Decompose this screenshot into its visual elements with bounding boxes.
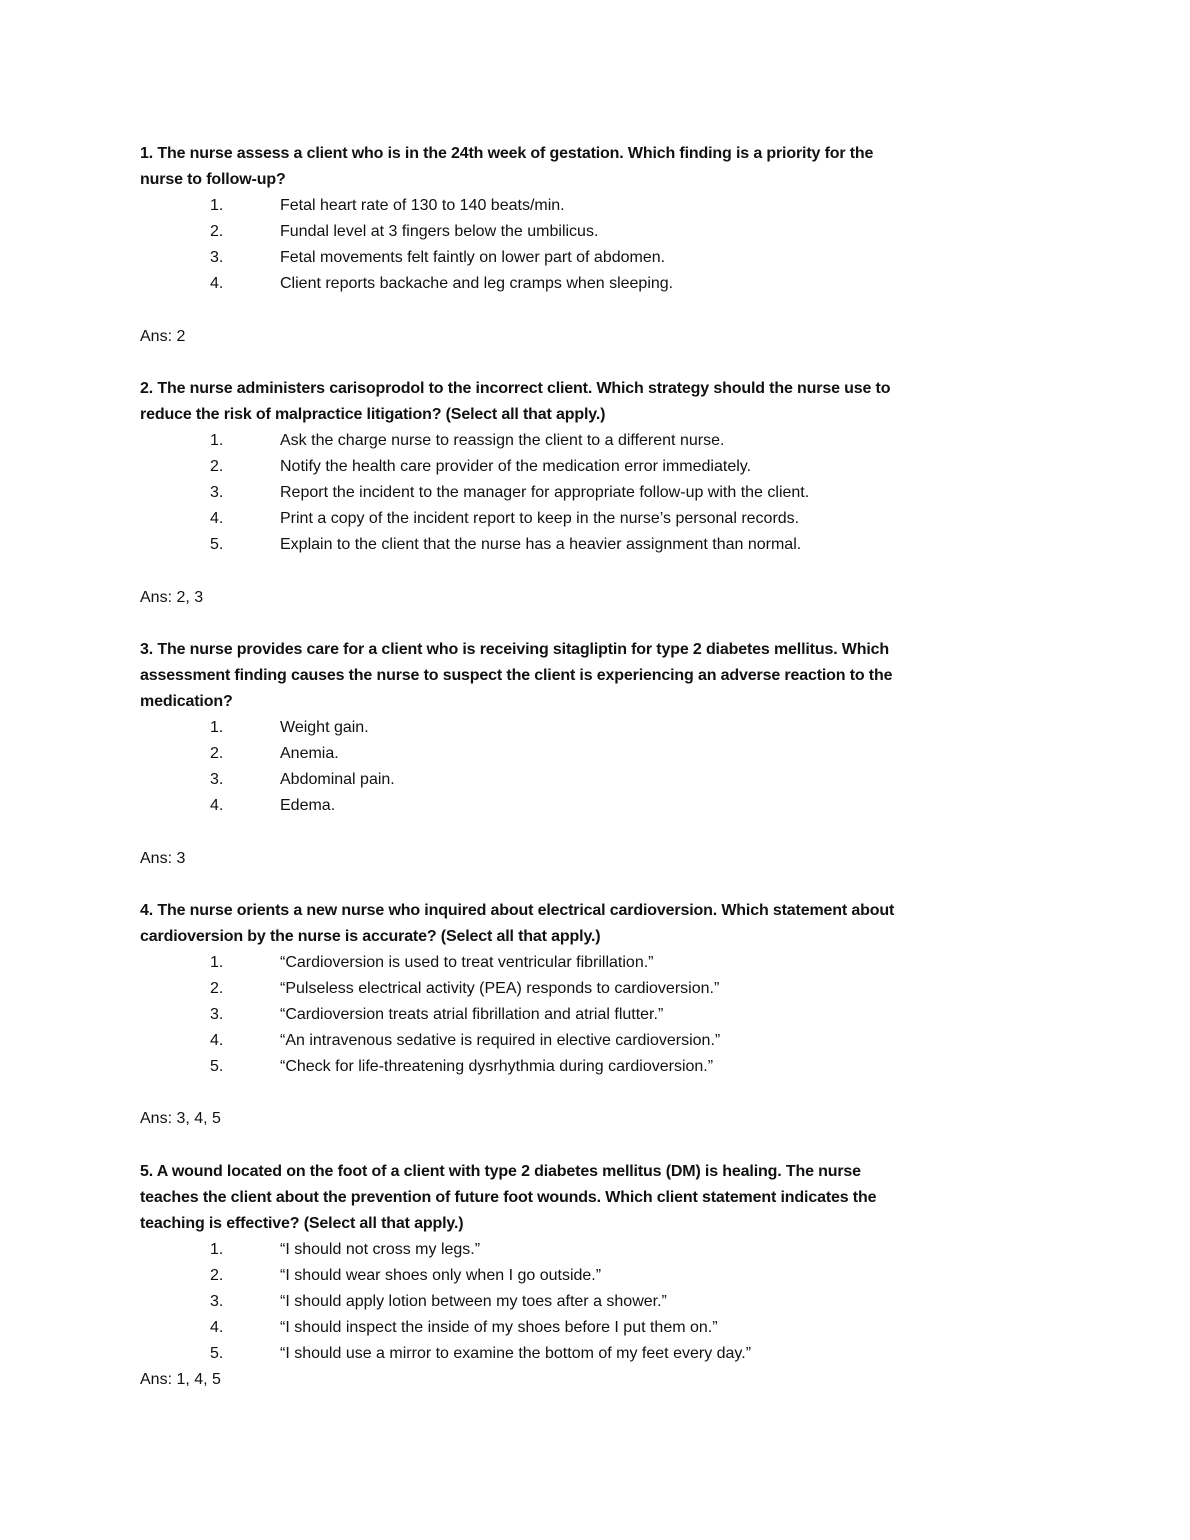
option-number: 4.	[210, 510, 224, 528]
answer-option	[140, 741, 1060, 767]
option-number: 5.	[210, 1058, 224, 1076]
question-text: 3. The nurse provides care for a client who is receiving sitagliptin for type 2 diabetes mellitus. Which	[140, 640, 890, 658]
answer-option	[140, 1263, 1060, 1289]
answer-option	[140, 1002, 1060, 1028]
option-text: Edema.	[280, 797, 336, 815]
answer-option	[140, 1054, 1060, 1080]
option-number: 5.	[210, 536, 224, 554]
answer-option	[140, 193, 1060, 219]
question-block	[140, 141, 1060, 376]
option-text: “Check for life-threatening dysrhythmia during cardioversion.”	[280, 1058, 714, 1076]
option-text: “Cardioversion treats atrial fibrillation and atrial flutter.”	[280, 1006, 664, 1024]
option-text: Fetal movements felt faintly on lower part of abdomen.	[280, 249, 666, 267]
answer-option	[140, 1237, 1060, 1263]
answer-key: Ans: 3	[140, 849, 186, 867]
question-block	[140, 637, 1060, 898]
question-text: teaches the client about the prevention of future foot wounds. Which client statement indicates the	[140, 1188, 877, 1206]
question-text: cardioversion by the nurse is accurate? (Select all that apply.)	[140, 927, 601, 945]
answer-option	[140, 1341, 1060, 1367]
option-number: 2.	[210, 980, 224, 997]
option-text: Report the incident to the manager for appropriate follow-up with the client.	[280, 484, 810, 502]
option-number: 1.	[210, 953, 224, 971]
spacer	[140, 559, 1060, 585]
option-text: Anemia.	[280, 745, 339, 763]
question-text: 2. The nurse administers carisoprodol to the incorrect client. Which strategy should the nurse use to	[140, 379, 891, 397]
option-text: “I should not cross my legs.”	[280, 1240, 481, 1258]
answer-option	[140, 1315, 1060, 1341]
option-number: 4.	[210, 1032, 224, 1050]
option-number: 3.	[210, 771, 224, 789]
option-text: Explain to the client that the nurse has a heavier assignment than normal.	[280, 536, 802, 554]
spacer	[140, 819, 1060, 845]
question-block	[140, 1159, 1060, 1394]
option-number: 4.	[210, 1319, 224, 1337]
document-body	[140, 141, 1060, 1394]
question-text: teaching is effective? (Select all that apply.)	[140, 1214, 464, 1232]
option-number: 4.	[210, 797, 224, 815]
answer-option	[140, 271, 1060, 297]
spacer	[140, 1133, 1060, 1159]
answer-option	[140, 767, 1060, 793]
option-text: “I should apply lotion between my toes after a shower.”	[280, 1293, 667, 1311]
question-text: nurse to follow-up?	[140, 171, 286, 189]
spacer	[140, 611, 1060, 637]
answer-option	[140, 715, 1060, 741]
option-text: Weight gain.	[280, 719, 369, 737]
answer-key: Ans: 2, 3	[140, 588, 204, 606]
answer-option	[140, 532, 1060, 558]
option-text: Notify the health care provider of the medication error immediately.	[280, 458, 752, 476]
answer-option	[140, 219, 1060, 245]
option-text: Abdominal pain.	[280, 771, 395, 789]
answer-option	[140, 245, 1060, 271]
option-text: “An intravenous sedative is required in elective cardioversion.”	[280, 1032, 721, 1050]
option-text: Print a copy of the incident report to keep in the nurse’s personal records.	[280, 510, 800, 528]
question-text: 5. A wound located on the foot of a client with type 2 diabetes mellitus (DM) is healing. The nurse	[140, 1162, 861, 1180]
answer-option	[140, 976, 1060, 1002]
option-text: Fetal heart rate of 130 to 140 beats/min.	[280, 197, 565, 215]
option-number: 1.	[210, 432, 224, 450]
option-text: Fundal level at 3 fingers below the umbilicus.	[280, 223, 599, 241]
spacer	[140, 872, 1060, 898]
option-number: 2.	[210, 1267, 224, 1285]
option-text: “I should inspect the inside of my shoes before I put them on.”	[280, 1319, 718, 1337]
question-text: medication?	[140, 692, 233, 710]
option-text: “Pulseless electrical activity (PEA) responds to cardioversion.”	[280, 980, 720, 997]
option-number: 4.	[210, 275, 224, 293]
answer-option	[140, 1028, 1060, 1054]
question-text: assessment finding causes the nurse to suspect the client is experiencing an adverse reaction to the	[140, 666, 893, 684]
spacer	[140, 298, 1060, 324]
spacer	[140, 1080, 1060, 1106]
answer-option	[140, 454, 1060, 480]
option-number: 1.	[210, 719, 224, 737]
question-text: 1. The nurse assess a client who is in the 24th week of gestation. Which finding is a priority for the	[140, 145, 874, 162]
answer-option	[140, 506, 1060, 532]
option-number: 2.	[210, 223, 224, 241]
question-block	[140, 376, 1060, 637]
answer-key: Ans: 3, 4, 5	[140, 1110, 221, 1128]
option-number: 3.	[210, 484, 224, 502]
option-number: 1.	[210, 197, 224, 215]
answer-key: Ans: 2	[140, 327, 186, 345]
option-number: 2.	[210, 745, 224, 763]
question-text: reduce the risk of malpractice litigation? (Select all that apply.)	[140, 405, 606, 423]
option-number: 3.	[210, 249, 224, 267]
answer-option	[140, 428, 1060, 454]
answer-key: Ans: 1, 4, 5	[140, 1371, 221, 1389]
option-number: 5.	[210, 1345, 224, 1363]
option-text: “I should use a mirror to examine the bottom of my feet every day.”	[280, 1345, 752, 1363]
answer-option	[140, 793, 1060, 819]
option-number: 3.	[210, 1006, 224, 1024]
question-block	[140, 898, 1060, 1159]
option-number: 1.	[210, 1240, 224, 1258]
option-text: “I should wear shoes only when I go outside.”	[280, 1267, 602, 1285]
answer-option	[140, 1289, 1060, 1315]
option-number: 3.	[210, 1293, 224, 1311]
question-text: 4. The nurse orients a new nurse who inquired about electrical cardioversion. Which statement about	[140, 901, 895, 919]
option-text: Client reports backache and leg cramps when sleeping.	[280, 275, 674, 293]
option-number: 2.	[210, 458, 224, 476]
answer-option	[140, 480, 1060, 506]
option-text: Ask the charge nurse to reassign the client to a different nurse.	[280, 432, 725, 450]
option-text: “Cardioversion is used to treat ventricular fibrillation.”	[280, 953, 654, 971]
answer-option	[140, 950, 1060, 976]
spacer	[140, 350, 1060, 376]
